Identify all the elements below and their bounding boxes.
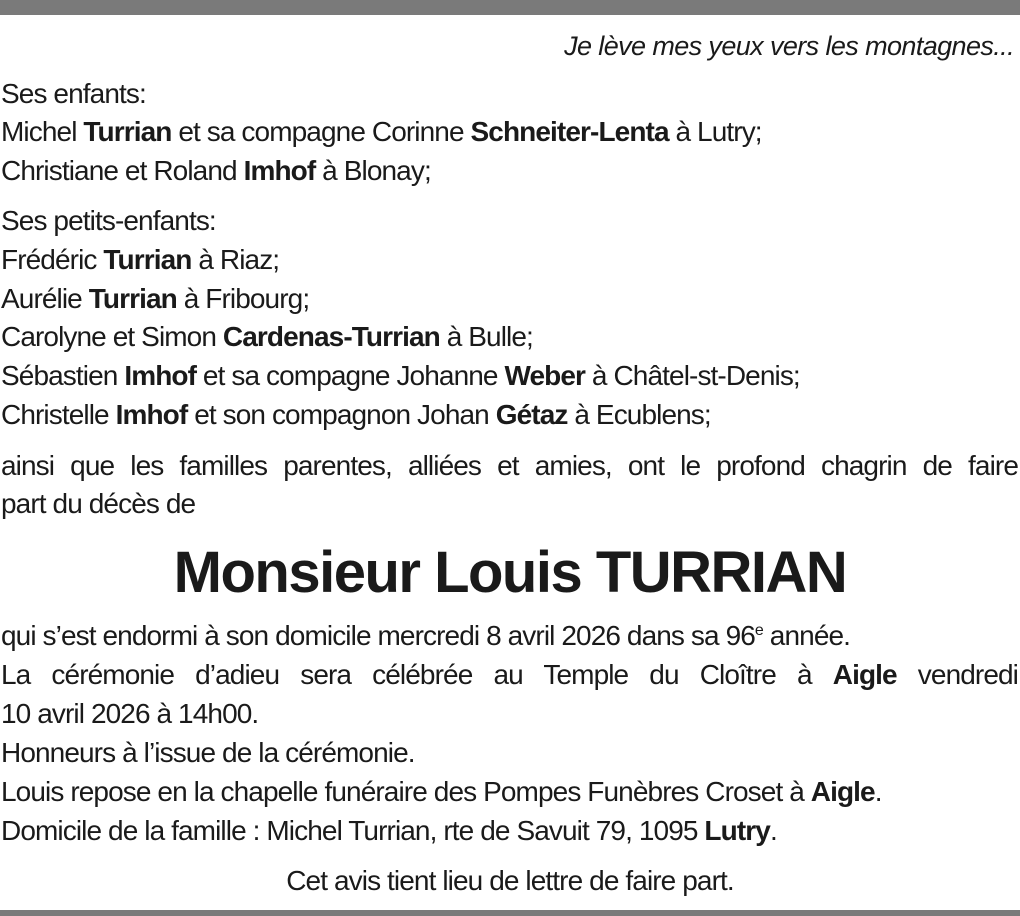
children-line-1: Michel Turrian et sa compagne Corinne Schneiter-Lenta à Lutry; [1, 116, 762, 147]
honours-line: Honneurs à l’issue de la cérémonie. [1, 737, 415, 768]
top-border-rule [0, 0, 1020, 15]
family-home-line: Domicile de la famille : Michel Turrian, rte de Savuit 79, 1095 Lutry. [1, 815, 777, 846]
children-line-2: Christiane et Roland Imhof à Blonay; [1, 155, 431, 186]
grandchildren-heading: Ses petits-enfants: [1, 205, 216, 236]
families-line-2: part du décès de [1, 488, 196, 519]
families-line-1: ainsi que les familles parentes, alliées et amies, ont le profond chagrin de faire [1, 450, 1018, 481]
ceremony-line-1: La cérémonie d’adieu sera célébrée au Temple du Cloître à Aigle vendredi [1, 659, 1019, 690]
grandchildren-line-5: Christelle Imhof et son compagnon Johan Gétaz à Ecublens; [1, 399, 711, 430]
closing-note: Cet avis tient lieu de lettre de faire part. [286, 865, 734, 896]
chapel-line: Louis repose en la chapelle funéraire des Pompes Funèbres Croset à Aigle. [1, 776, 882, 807]
grandchildren-line-3: Carolyne et Simon Cardenas-Turrian à Bulle; [1, 321, 533, 352]
grandchildren-line-2: Aurélie Turrian à Fribourg; [1, 283, 310, 314]
grandchildren-line-4: Sébastien Imhof et sa compagne Johanne Weber à Châtel-st-Denis; [1, 360, 800, 391]
epigraph: Je lève mes yeux vers les montagnes... [564, 31, 1014, 61]
death-announcement: qui s’est endormi à son domicile mercredi 8 avril 2026 dans sa 96e année. [1, 620, 851, 651]
grandchildren-line-1: Frédéric Turrian à Riaz; [1, 244, 280, 275]
bottom-border-rule [0, 910, 1020, 916]
deceased-name: Monsieur Louis TURRIAN [173, 540, 847, 605]
ceremony-line-2: 10 avril 2026 à 14h00. [1, 698, 259, 729]
children-heading: Ses enfants: [1, 78, 146, 109]
